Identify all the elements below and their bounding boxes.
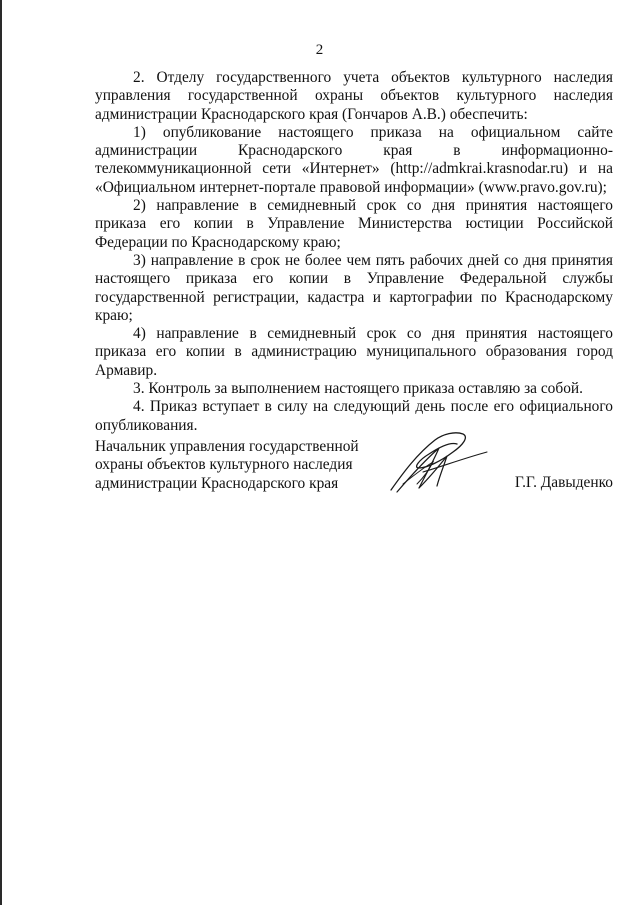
signer-position-line: Начальник управления государственной — [95, 438, 359, 455]
signature-block — [95, 438, 613, 518]
page-left-edge — [0, 0, 2, 905]
paragraph-item-4: 4. Приказ вступает в силу на следующий день после его официального опубликования. — [95, 398, 613, 434]
paragraph-item-2: 2. Отделу государственного учета объектов культурного наследия управления государственной охраны объектов культурного наследия администрации Краснодарского края (Гончаров А.В.) обеспечить: — [95, 69, 613, 123]
handwritten-signature-icon — [383, 428, 493, 498]
subparagraph-registration-service: 3) направление в срок не более чем пять рабочих дней со дня принятия настоящего приказа его копии в Управление Федеральной службы государственной регистрации, кадастра и картографии по Краснодарскому краю; — [95, 251, 613, 324]
signer-position-line: администрации Краснодарского края — [95, 474, 339, 492]
paragraph-item-3: 3. Контроль за выполнением настоящего приказа оставляю за собой. — [133, 380, 583, 398]
page-number: 2 — [315, 42, 324, 58]
signer-position-line: охраны объектов культурного наследия — [95, 456, 353, 474]
signer-position — [95, 438, 375, 493]
signer-name: Г.Г. Давыденко — [514, 474, 613, 491]
order-body-text — [95, 69, 613, 435]
subparagraph-justice-ministry: 2) направление в семидневный срок со дня принятия настоящего приказа его копии в Управление Министерства юстиции Российской Федерации по Краснодарскому краю; — [95, 197, 613, 251]
subparagraph-publication: 1) опубликование настоящего приказа на официальном сайте администрации Краснодарского края в информационно-телекоммуникационной сети «Интернет» (http://admkrai.krasnodar.ru) и на «Официальном интернет-портале правовой информации» (www.pravo.gov.ru); — [95, 123, 613, 196]
subparagraph-armavir: 4) направление в семидневный срок со дня принятия настоящего приказа его копии в администрацию муниципального образования город Армавир. — [95, 325, 613, 379]
